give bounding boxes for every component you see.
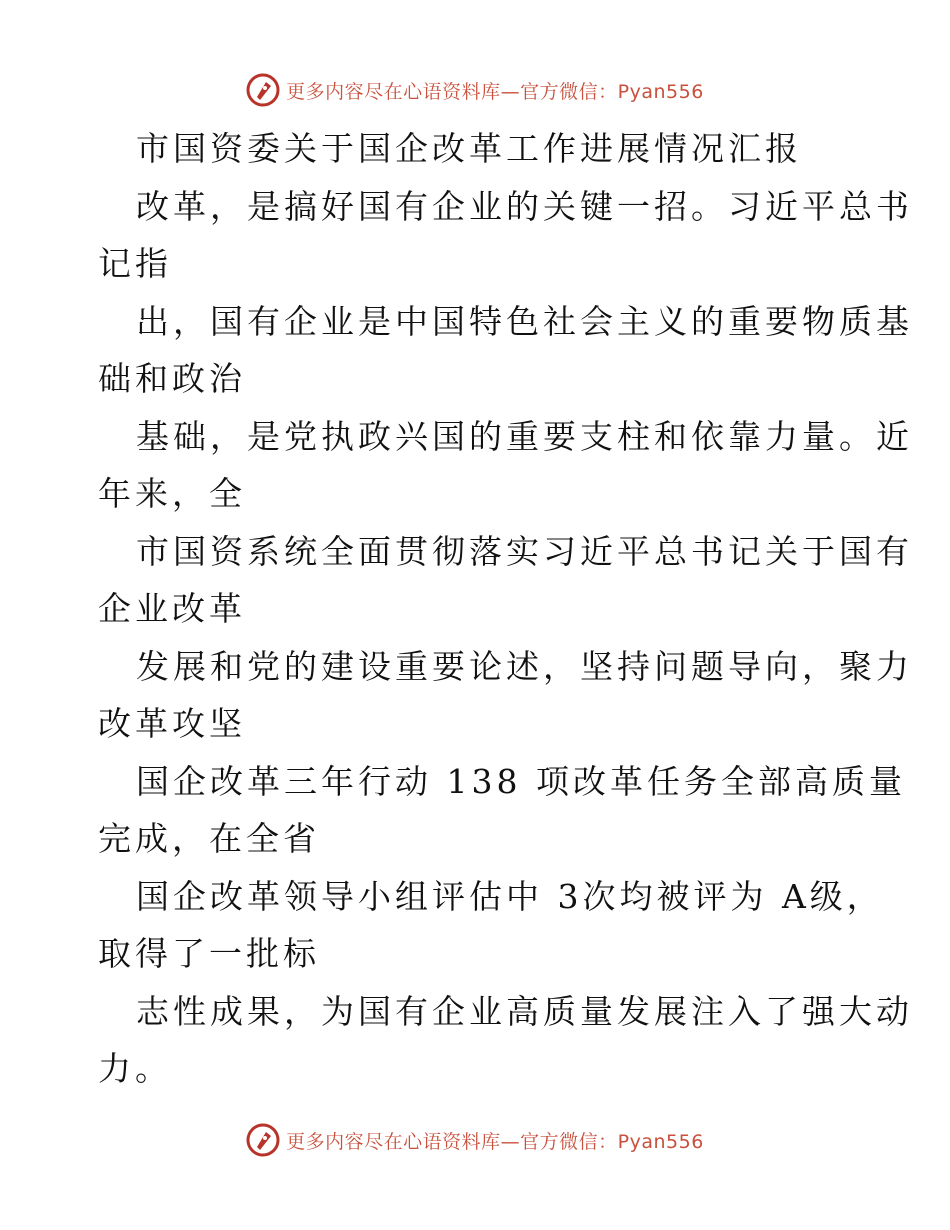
paragraph-line: 企业改革 (98, 589, 246, 628)
document-title: 市国资委关于国企改革工作进展情况汇报 (136, 129, 802, 168)
paragraph-line: 础和政治 (98, 359, 246, 398)
watermark-text: 更多内容尽在心语资料库—官方微信：Pyan556 (286, 80, 704, 103)
footer-watermark-banner (0, 1120, 950, 1160)
paragraph-line: 改革，是搞好国有企业的关键一招。习近平总书 (136, 186, 913, 226)
paragraph-line: 志性成果，为国有企业高质量发展注入了强大动 (136, 991, 913, 1031)
paragraph-line: 完成，在全省 (98, 819, 320, 858)
paragraph-line: 记指 (98, 244, 172, 283)
paragraph-line: 基础，是党执政兴国的重要支柱和依靠力量。近 (136, 416, 913, 456)
paragraph-line: 国企改革三年行动 138 项改革任务全部高质量 (136, 761, 906, 801)
document-body (98, 120, 913, 1098)
pen-nib-logo-icon (246, 73, 280, 107)
paragraph-line: 取得了一批标 (98, 934, 320, 973)
pen-nib-logo-icon (246, 1123, 280, 1157)
paragraph-line: 发展和党的建设重要论述，坚持问题导向，聚力 (136, 646, 913, 686)
paragraph-line: 力。 (98, 1049, 172, 1088)
paragraph-line: 市国资系统全面贯彻落实习近平总书记关于国有 (136, 531, 913, 571)
paragraph-line: 改革攻坚 (98, 704, 246, 743)
paragraph-line: 出，国有企业是中国特色社会主义的重要物质基 (136, 301, 913, 341)
header-watermark-banner (0, 70, 950, 110)
paragraph-line: 国企改革领导小组评估中 3次均被评为 A级， (136, 876, 884, 916)
watermark-text: 更多内容尽在心语资料库—官方微信：Pyan556 (286, 1130, 704, 1153)
paragraph-line: 年来，全 (98, 474, 246, 513)
